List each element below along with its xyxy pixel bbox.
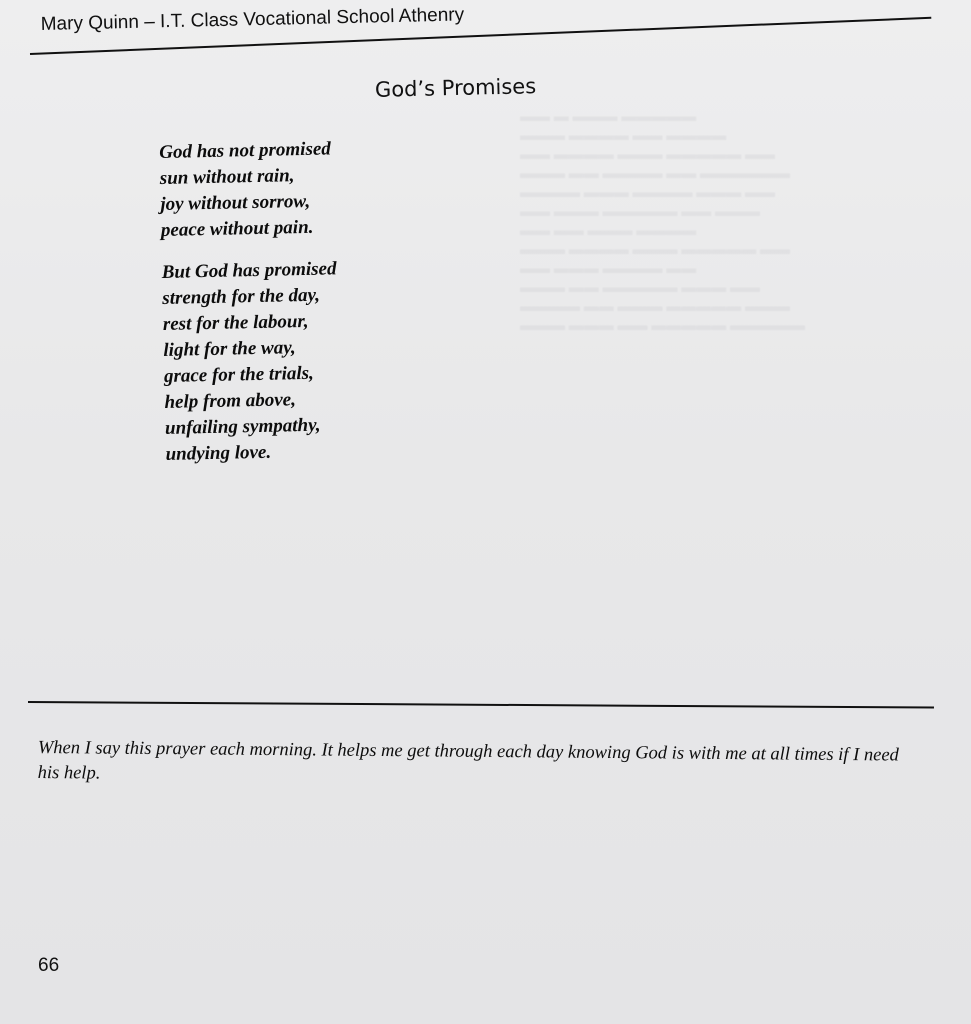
poem-line: sun without rain, <box>159 165 295 189</box>
poem-stanza <box>162 256 341 468</box>
poem-line: joy without sorrow, <box>160 190 311 215</box>
poem-stanza <box>159 136 336 244</box>
bleed-through-texture: ▬▬ ▬ ▬▬▬ ▬▬▬▬▬ ▬▬▬ ▬▬▬▬ ▬▬ ▬▬▬▬ ▬▬ ▬▬▬▬ ▬▬▬ ▬▬▬▬▬ ▬▬ ▬▬▬ ▬▬ ▬▬▬▬ ▬▬ ▬▬▬▬▬▬ ▬▬▬▬ ▬▬▬ ▬▬▬▬ ▬▬▬ ▬▬ ▬▬ ▬▬▬ ▬▬▬▬▬ ▬▬ ▬▬▬ ▬▬ ▬▬ ▬▬▬ ▬▬▬▬ ▬▬▬ ▬▬▬▬ ▬▬▬ ▬▬▬▬▬ ▬▬ ▬▬ ▬▬▬ ▬▬▬▬ ▬▬ ▬▬▬ ▬▬ ▬▬▬▬▬ ▬▬▬ ▬▬ ▬▬▬▬ ▬▬ ▬▬▬ ▬▬▬▬▬ ▬▬▬ ▬▬▬ ▬▬▬ ▬▬ ▬▬▬▬▬ ▬▬▬▬▬ <box>520 109 805 334</box>
poem-line: undying love. <box>165 441 272 465</box>
poem-title: God’s Promises <box>374 74 537 102</box>
poem-line: unfailing sympathy, <box>164 414 321 439</box>
poem-line: help from above, <box>164 389 297 413</box>
poem-line: God has not promised <box>159 138 332 163</box>
poem-line: peace without pain. <box>160 216 314 241</box>
poem-line: rest for the labour, <box>162 310 309 335</box>
section-divider <box>28 701 934 709</box>
poem-body <box>159 136 341 468</box>
personal-note: When I say this prayer each morning. It helps me get through each day knowing God is with me at all times if I need his help. <box>37 737 899 784</box>
poem-line: But God has promised <box>161 258 337 283</box>
poem-line: light for the way, <box>163 337 296 361</box>
page-header: Mary Quinn – I.T. Class Vocational School Athenry <box>40 4 465 36</box>
poem-line: strength for the day, <box>162 284 321 309</box>
poem-line: grace for the trials, <box>163 362 315 387</box>
page-number: 66 <box>38 955 60 976</box>
